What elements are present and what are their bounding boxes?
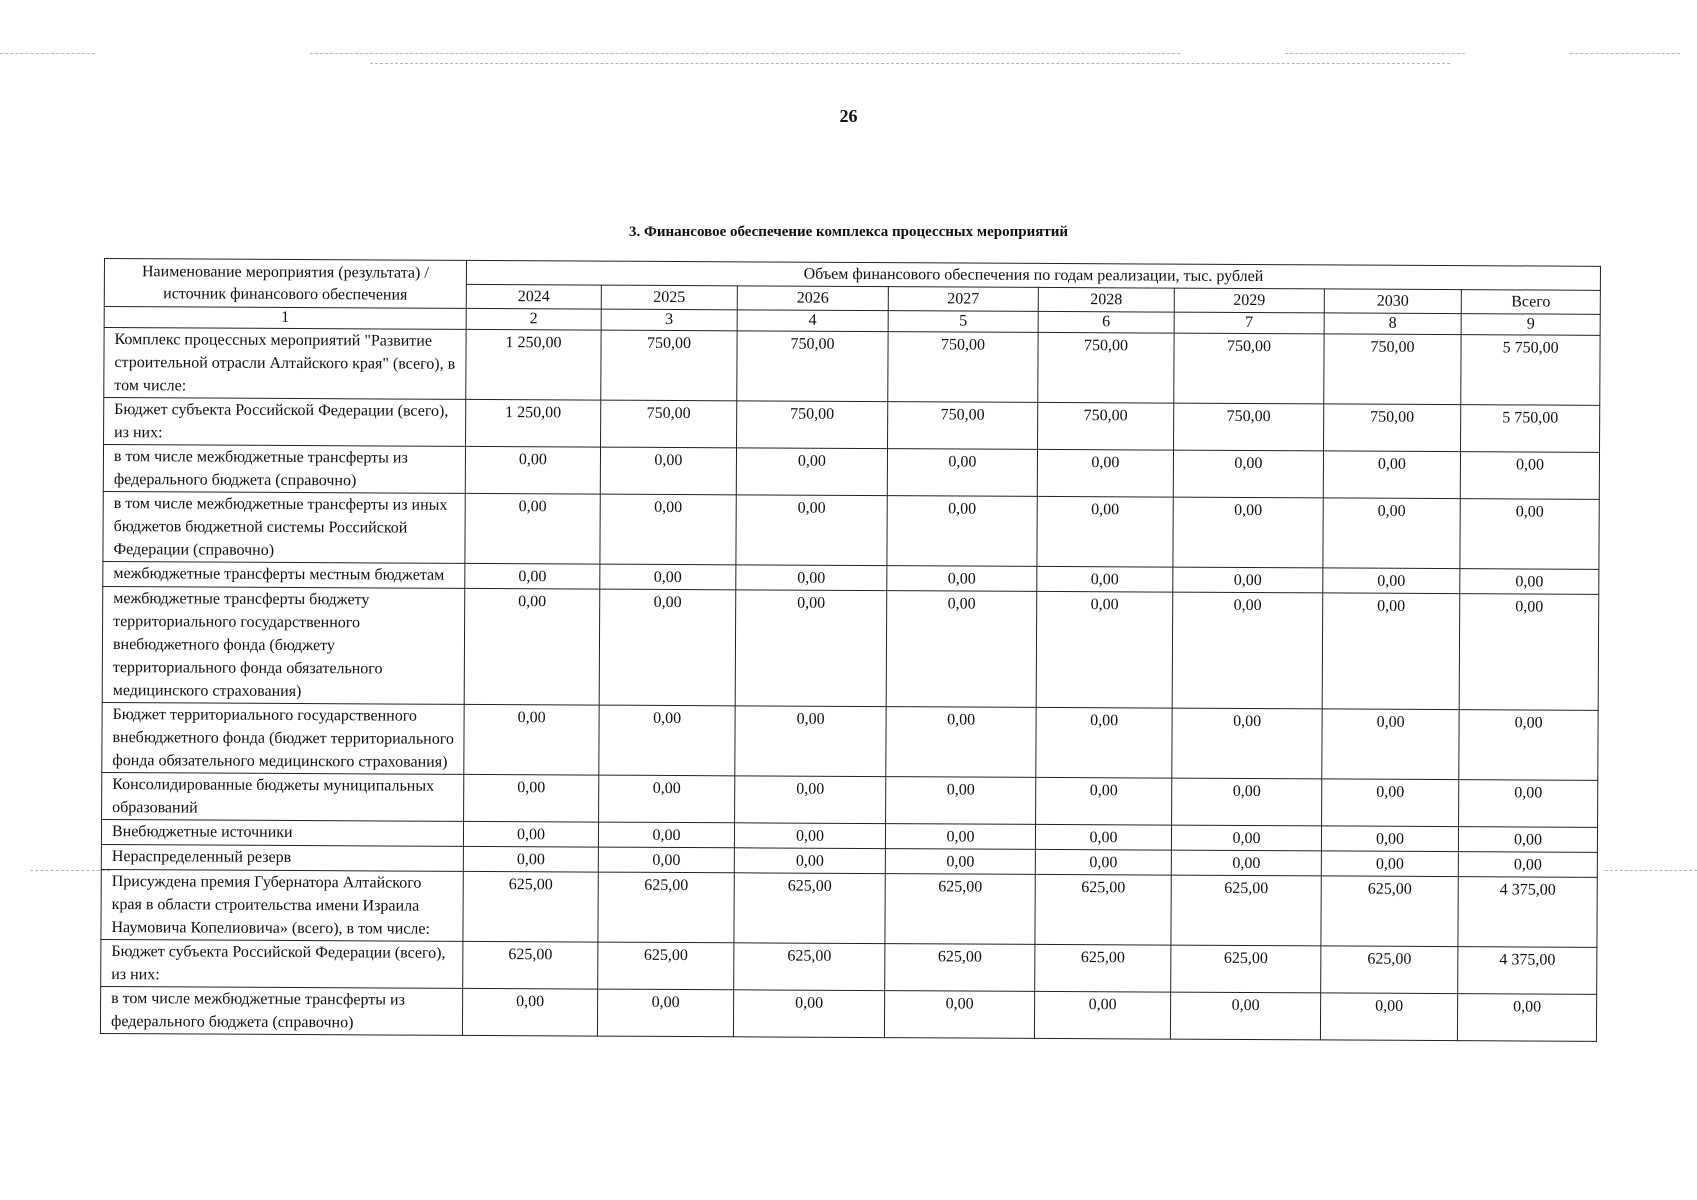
row-value-cell: 0,00 [1460, 569, 1599, 595]
row-value-cell: 0,00 [465, 563, 600, 589]
row-value-cell: 0,00 [1322, 779, 1459, 827]
row-value-cell: 0,00 [1035, 849, 1171, 875]
row-value-cell: 0,00 [1034, 991, 1170, 1039]
row-value-cell: 0,00 [1035, 824, 1171, 850]
header-year-cell: 2030 [1324, 289, 1461, 314]
row-value-cell: 4 375,00 [1458, 877, 1597, 948]
row-value-cell: 0,00 [599, 589, 736, 706]
scan-artifact-line [1605, 870, 1697, 871]
row-name-cell: Нераспределенный резерв [101, 844, 463, 871]
row-value-cell: 0,00 [1170, 992, 1320, 1040]
row-value-cell: 0,00 [1460, 499, 1599, 570]
row-name-cell: Присуждена премия Губернатора Алтайского края в области строительства имени Израила Наумовича Копелиовича» (всего), в том числе: [101, 869, 463, 941]
scan-artifact-line [370, 63, 1450, 64]
row-value-cell: 0,00 [736, 448, 887, 496]
scan-artifact-line [310, 53, 1180, 54]
row-value-cell: 625,00 [734, 943, 885, 991]
column-number-cell: 8 [1324, 313, 1461, 335]
row-value-cell: 0,00 [1458, 827, 1597, 853]
row-value-cell: 0,00 [597, 989, 733, 1037]
column-number-cell: 3 [601, 309, 737, 331]
row-value-cell: 0,00 [1171, 825, 1321, 851]
row-value-cell: 750,00 [888, 332, 1038, 403]
row-value-cell: 750,00 [737, 331, 888, 402]
table-row [104, 398, 1600, 453]
table-row [103, 491, 1599, 569]
row-value-cell: 625,00 [1321, 946, 1458, 994]
row-value-cell: 0,00 [1321, 851, 1458, 877]
row-value-cell: 0,00 [1321, 826, 1458, 852]
row-value-cell: 625,00 [463, 871, 598, 942]
row-value-cell: 0,00 [464, 588, 600, 705]
row-value-cell: 0,00 [600, 494, 736, 565]
row-value-cell: 5 750,00 [1461, 335, 1600, 406]
row-name-cell: Бюджет субъекта Российской Федерации (всего), из них: [101, 939, 463, 988]
row-value-cell: 625,00 [885, 944, 1035, 992]
row-value-cell: 625,00 [734, 873, 885, 944]
row-value-cell: 0,00 [1459, 710, 1598, 781]
row-value-cell: 750,00 [888, 402, 1038, 450]
row-value-cell: 0,00 [736, 565, 887, 591]
row-value-cell: 0,00 [736, 495, 887, 566]
header-year-cell: 2024 [466, 284, 601, 309]
row-value-cell: 0,00 [735, 590, 887, 707]
row-value-cell: 0,00 [885, 849, 1035, 875]
header-row [104, 259, 1600, 291]
row-name-cell: Бюджет субъекта Российской Федерации (всего), из них: [104, 398, 466, 447]
row-value-cell: 0,00 [1173, 567, 1323, 593]
row-value-cell: 0,00 [1459, 780, 1598, 828]
header-year-cell: 2028 [1038, 287, 1174, 312]
row-name-cell: в том числе межбюджетные трансферты из иных бюджетов бюджетной системы Российской Федерации (справочно) [103, 491, 465, 563]
header-name-cell: Наименование мероприятия (результата) / источник финансового обеспечения [104, 259, 466, 309]
row-value-cell: 750,00 [1038, 332, 1174, 403]
row-value-cell: 625,00 [885, 874, 1035, 945]
row-value-cell: 1 250,00 [466, 399, 601, 447]
row-value-cell: 750,00 [601, 400, 737, 448]
row-value-cell: 0,00 [1458, 852, 1597, 878]
row-value-cell: 0,00 [887, 566, 1037, 592]
row-value-cell: 750,00 [1174, 333, 1324, 404]
row-value-cell: 0,00 [1457, 994, 1596, 1042]
table-row [102, 586, 1599, 710]
row-value-cell: 0,00 [1037, 496, 1173, 567]
row-name-cell: Консолидированные бюджеты муниципальных образований [102, 772, 464, 821]
row-value-cell: 625,00 [1171, 945, 1321, 993]
row-value-cell: 0,00 [1172, 708, 1322, 779]
section-title: 3. Финансовое обеспечение комплекса процессных мероприятий [629, 224, 1068, 240]
row-value-cell: 0,00 [735, 706, 886, 777]
row-value-cell: 0,00 [462, 988, 597, 1036]
financing-table-container [100, 258, 1600, 1042]
row-value-cell: 0,00 [1460, 452, 1599, 500]
row-value-cell: 0,00 [598, 822, 734, 848]
column-number-cell: 4 [737, 310, 888, 332]
scan-artifact-line [1285, 53, 1465, 54]
row-value-cell: 0,00 [1459, 594, 1599, 711]
row-value-cell: 5 750,00 [1461, 405, 1600, 453]
row-value-cell: 0,00 [598, 847, 734, 873]
financing-table [100, 258, 1601, 1042]
row-value-cell: 0,00 [734, 823, 885, 849]
row-value-cell: 0,00 [885, 824, 1035, 850]
row-value-cell: 0,00 [1323, 568, 1460, 594]
row-value-cell: 0,00 [1322, 593, 1460, 710]
table-row [101, 939, 1597, 994]
row-value-cell: 0,00 [1171, 850, 1321, 876]
row-value-cell: 750,00 [1038, 402, 1174, 450]
row-value-cell: 0,00 [464, 704, 599, 775]
header-year-cell: 2026 [737, 286, 888, 311]
table-row [104, 328, 1600, 406]
row-value-cell: 0,00 [464, 774, 599, 822]
table-body [100, 328, 1600, 1042]
row-value-cell: 0,00 [1323, 498, 1460, 569]
row-value-cell: 0,00 [887, 496, 1037, 567]
row-value-cell: 0,00 [1037, 566, 1173, 592]
row-value-cell: 4 375,00 [1458, 947, 1597, 995]
row-value-cell: 0,00 [1320, 993, 1457, 1041]
row-value-cell: 0,00 [463, 846, 598, 872]
row-name-cell: Внебюджетные источники [101, 819, 463, 846]
scan-artifact-line [30, 870, 110, 871]
row-value-cell: 0,00 [1173, 450, 1323, 498]
row-value-cell: 0,00 [465, 493, 600, 564]
row-value-cell: 0,00 [1036, 707, 1172, 778]
row-value-cell: 0,00 [887, 449, 1037, 497]
scan-artifact-line [1570, 53, 1680, 54]
row-value-cell: 0,00 [884, 991, 1034, 1039]
row-name-cell: межбюджетные трансферты местным бюджетам [103, 561, 465, 588]
table-row [102, 772, 1598, 827]
row-value-cell: 625,00 [598, 942, 734, 990]
row-value-cell: 1 250,00 [466, 329, 601, 400]
row-name-cell: в том числе межбюджетные трансферты из федерального бюджета (справочно) [103, 445, 465, 494]
row-value-cell: 750,00 [1174, 403, 1324, 451]
header-year-cell: Всего [1461, 290, 1600, 315]
row-value-cell: 625,00 [1035, 874, 1171, 945]
row-name-cell: в том числе межбюджетные трансферты из федерального бюджета (справочно) [100, 986, 462, 1035]
row-value-cell: 750,00 [737, 401, 888, 449]
column-number-cell: 9 [1461, 314, 1600, 336]
row-value-cell: 0,00 [1322, 709, 1459, 780]
row-value-cell: 625,00 [1321, 876, 1458, 947]
header-group-cell: Объем финансового обеспечения по годам реализации, тыс. рублей [466, 260, 1600, 290]
row-value-cell: 0,00 [1172, 592, 1323, 709]
row-value-cell: 0,00 [1036, 777, 1172, 825]
row-value-cell: 0,00 [1323, 451, 1460, 499]
column-number-cell: 6 [1038, 311, 1174, 333]
row-value-cell: 625,00 [463, 941, 598, 989]
header-year-cell: 2025 [601, 285, 737, 310]
row-value-cell: 750,00 [1324, 334, 1461, 405]
table-row [103, 445, 1599, 500]
row-value-cell: 625,00 [598, 872, 734, 943]
row-value-cell: 0,00 [1173, 497, 1323, 568]
column-number-cell: 7 [1174, 312, 1324, 334]
column-number-cell: 5 [888, 311, 1038, 333]
row-value-cell: 625,00 [1171, 875, 1321, 946]
row-value-cell: 0,00 [599, 705, 735, 776]
row-name-cell: межбюджетные трансферты бюджету территориального государственного внебюджетного фонда (бюджету территориального фонда обязательного медицинского страхования) [102, 586, 465, 704]
header-year-cell: 2027 [888, 287, 1038, 312]
row-value-cell: 0,00 [734, 848, 885, 874]
table-row [101, 869, 1597, 947]
row-value-cell: 750,00 [1324, 404, 1461, 452]
row-value-cell: 0,00 [733, 990, 884, 1038]
row-value-cell: 0,00 [1036, 591, 1173, 708]
row-value-cell: 750,00 [601, 330, 737, 401]
column-number-cell: 2 [466, 308, 601, 330]
row-name-cell: Бюджет территориального государственного внебюджетного фонда (бюджет территориального фонда обязательного медицинского страхования) [102, 702, 464, 774]
row-value-cell: 0,00 [735, 776, 886, 824]
table-row [102, 702, 1598, 780]
row-value-cell: 0,00 [1037, 449, 1173, 497]
row-value-cell: 0,00 [463, 821, 598, 847]
column-number-cell: 1 [104, 307, 466, 330]
row-value-cell: 625,00 [1035, 944, 1171, 992]
row-value-cell: 0,00 [1172, 778, 1322, 826]
header-year-cell: 2029 [1174, 288, 1324, 313]
row-value-cell: 0,00 [465, 446, 600, 494]
page-number: 26 [839, 106, 858, 126]
row-value-cell: 0,00 [886, 777, 1036, 825]
table-row [100, 986, 1596, 1041]
row-value-cell: 0,00 [886, 707, 1036, 778]
row-value-cell: 0,00 [600, 564, 736, 590]
row-name-cell: Комплекс процессных мероприятий "Развитие строительной отрасли Алтайского края" (всего), в том числе: [104, 328, 466, 400]
row-value-cell: 0,00 [886, 591, 1037, 708]
scan-artifact-line [0, 53, 95, 54]
row-value-cell: 0,00 [600, 447, 736, 495]
row-value-cell: 0,00 [599, 775, 735, 823]
